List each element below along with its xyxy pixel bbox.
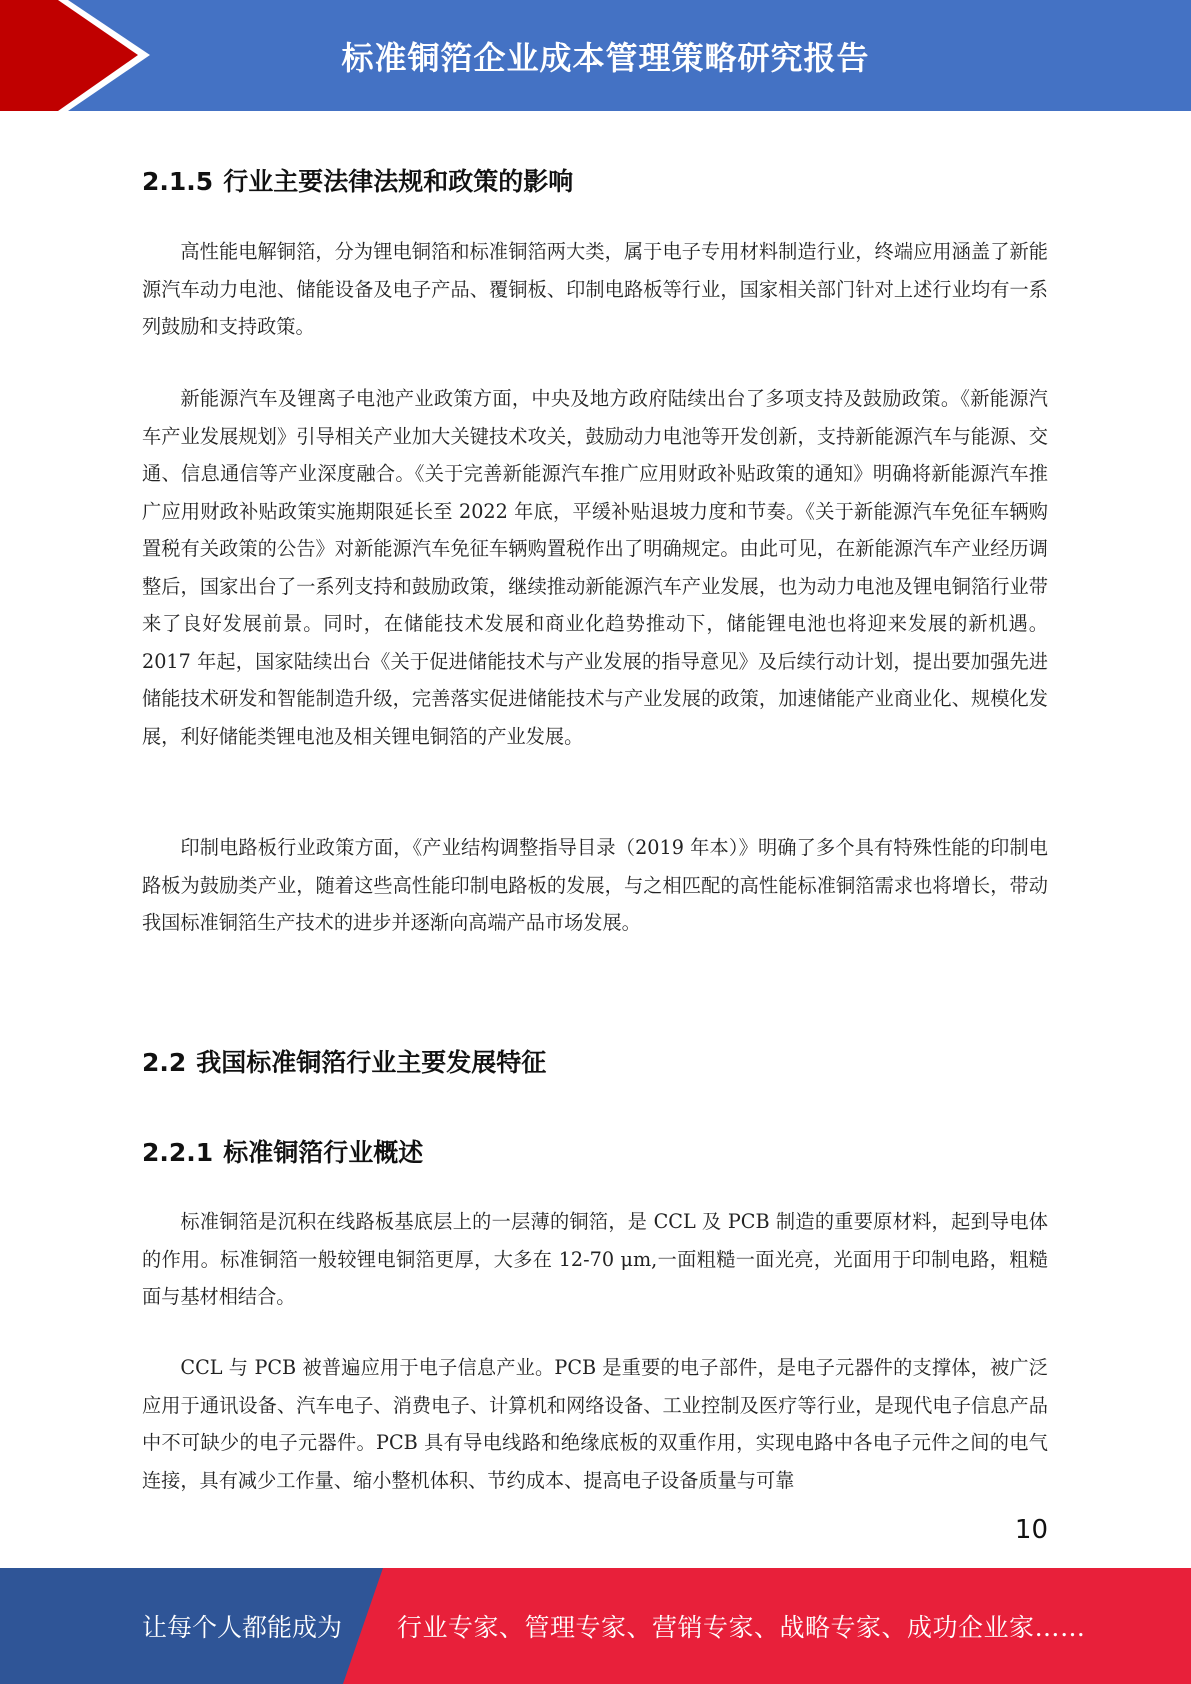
section-heading-2-2 <box>142 1043 546 1079</box>
footer-slogan-right: 行业专家、管理专家、营销专家、战略专家、成功企业家…… <box>397 1613 1086 1642</box>
section-title: 我国标准铜箔行业主要发展特征 <box>196 1048 547 1077</box>
paragraph: 新能源汽车及锂离子电池产业政策方面，中央及地方政府陆续出台了多项支持及鼓励政策。《新能源汽车产业发展规划》引导相关产业加大关键技术攻关，鼓励动力电池等开发创新，支持新能源汽车与能源、交通、信息通信等产业深度融合。《关于完善新能源汽车推广应用财政补贴政策的通知》明确将新能源汽车推广应用财政补贴政策实施期限延长至 2022 年底，平缓补贴退坡力度和节奏。《关于新能源汽车免征车辆购置税有关政策的公告》对新能源汽车免征车辆购置税作出了明确规定。由此可见，在新能源汽车产业经历调整后，国家出台了一系列支持和鼓励政策，继续推动新能源汽车产业发展，也为动力电池及锂电铜箔行业带来了良好发展前景。同时，在储能技术发展和商业化趋势推动下，储能锂电池也将迎来发展的新机遇。2017 年起，国家陆续出台《关于促进储能技术与产业发展的指导意见》及后续行动计划，提出要加强先进储能技术研发和智能制造升级，完善落实促进储能技术与产业发展的政策，加速储能产业商业化、规模化发展，利好储能类锂电池及相关锂电铜箔的产业发展。 <box>142 387 1048 748</box>
section-title: 标准铜箔行业概述 <box>223 1138 424 1167</box>
section-heading-2-1-5 <box>142 162 573 198</box>
section-heading-2-2-1 <box>142 1133 423 1169</box>
section-number: 2.2 <box>142 1048 187 1077</box>
paragraph: 高性能电解铜箔，分为锂电铜箔和标准铜箔两大类，属于电子专用材料制造行业，终端应用涵盖了新能源汽车动力电池、储能设备及电子产品、覆铜板、印制电路板等行业，国家相关部门针对上述行业均有一系列鼓励和支持政策。 <box>142 240 1048 338</box>
report-title: 标准铜箔企业成本管理策略研究报告 <box>341 38 870 77</box>
section-number: 2.2.1 <box>142 1138 214 1167</box>
paragraph: 标准铜箔是沉积在线路板基底层上的一层薄的铜箔，是 CCL 及 PCB 制造的重要原材料，起到导电体的作用。标准铜箔一般较锂电铜箔更厚，大多在 12-70 μm,一面粗糙一面光亮，光面用于印制电路，粗糙面与基材相结合。 <box>142 1210 1048 1308</box>
section-number: 2.1.5 <box>142 167 214 196</box>
page-number: 10 <box>1014 1515 1048 1545</box>
report-footer-band <box>0 1568 1191 1684</box>
footer-slogan-left: 让每个人都能成为 <box>142 1613 343 1642</box>
paragraph: 印制电路板行业政策方面，《产业结构调整指导目录（2019 年本）》明确了多个具有特殊性能的印制电路板为鼓励类产业，随着这些高性能印制电路板的发展，与之相匹配的高性能标准铜箔需求也将增长，带动我国标准铜箔生产技术的进步并逐渐向高端产品市场发展。 <box>142 836 1048 934</box>
paragraph: CCL 与 PCB 被普遍应用于电子信息产业。PCB 是重要的电子部件，是电子元器件的支撑体，被广泛应用于通讯设备、汽车电子、消费电子、计算机和网络设备、工业控制及医疗等行业，是现代电子信息产品中不可缺少的电子元器件。PCB 具有导电线路和绝缘底板的双重作用，实现电路中各电子元件之间的电气连接，具有减少工作量、缩小整机体积、节约成本、提高电子设备质量与可靠 <box>142 1356 1048 1492</box>
report-header-band <box>0 0 1191 111</box>
section-title: 行业主要法律法规和政策的影响 <box>223 167 574 196</box>
